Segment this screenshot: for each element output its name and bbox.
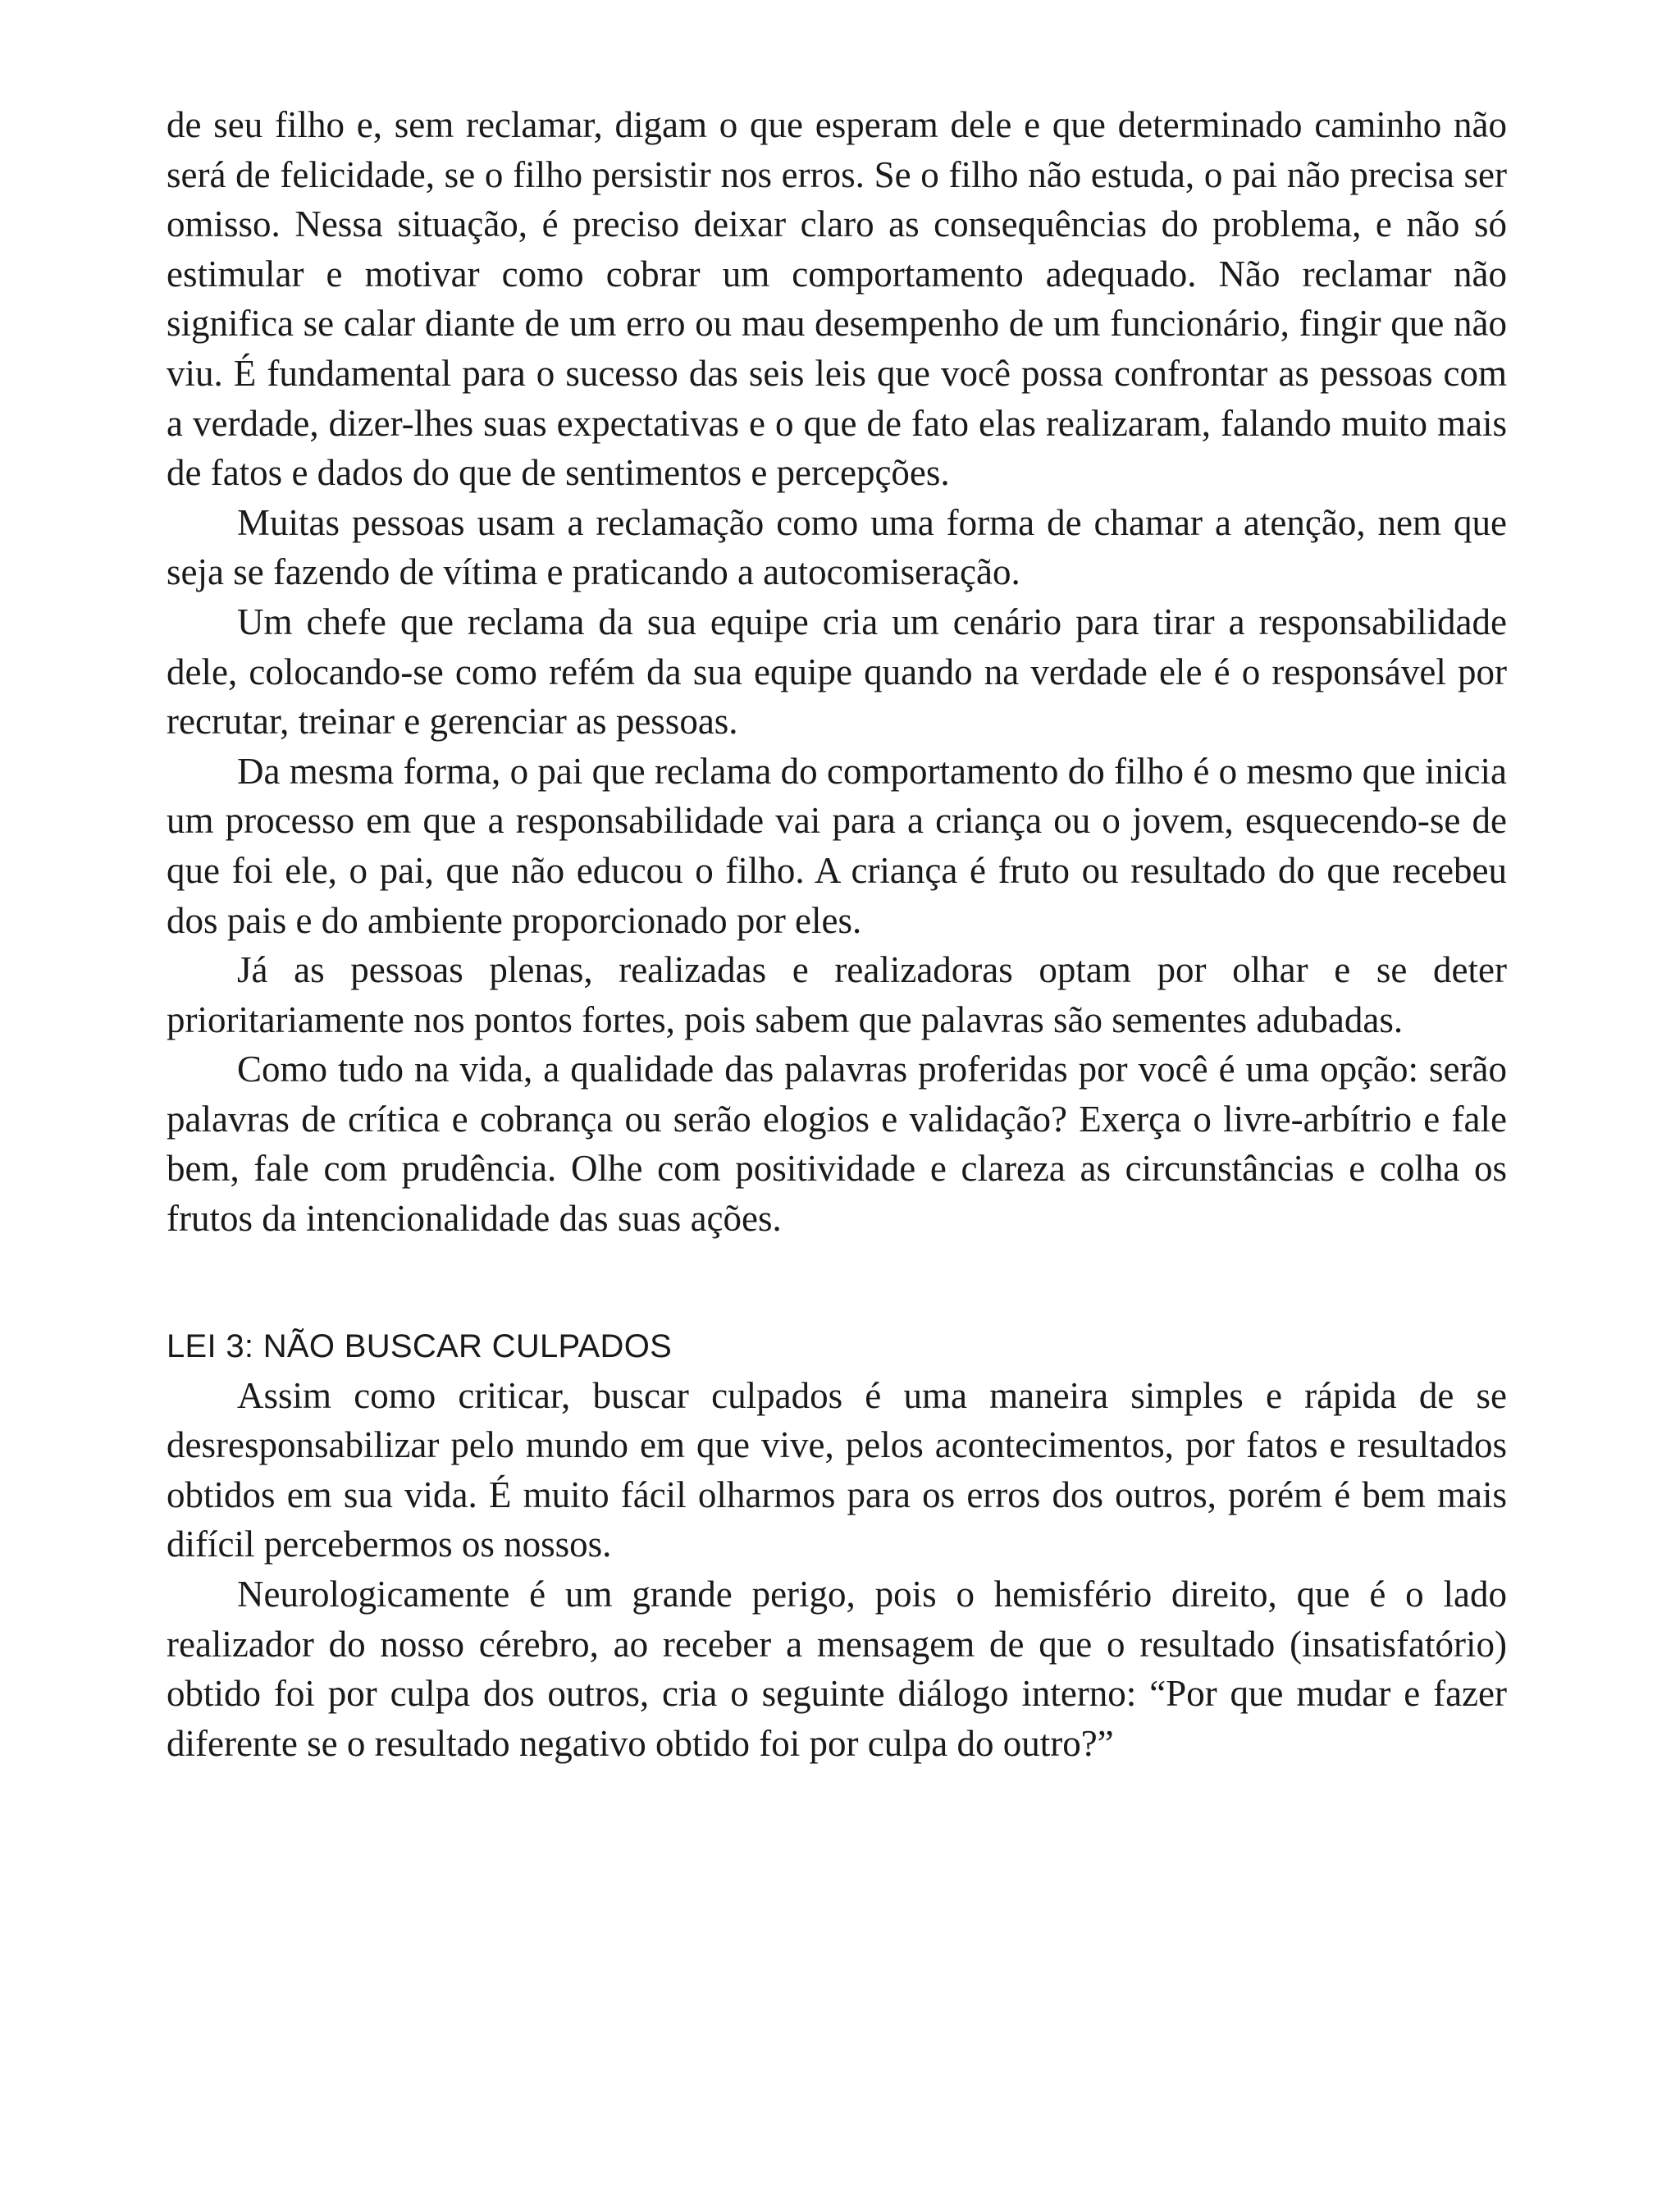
paragraph: Assim como criticar, buscar culpados é uma maneira simples e rápida de se desresponsabilizar pelo mundo em que vive, pelos acontecimentos, por fatos e resultados obtidos em sua vida. É muito fácil olharmos para os erros dos outros, porém é bem mais difícil percebermos os nossos. [167, 1374, 1507, 1565]
section-heading: LEI 3: NÃO BUSCAR CULPADOS [167, 1327, 673, 1364]
paragraph: Muitas pessoas usam a reclamação como uma forma de chamar a atenção, nem que seja se fazendo de vítima e praticando a autocomiseração. [167, 501, 1507, 593]
paragraph: Neurologicamente é um grande perigo, pois o hemisfério direito, que é o lado realizador do nosso cérebro, ao receber a mensagem de que o resultado (insatisfatório) obtido foi por culpa dos outros, cria o seguinte diálogo interno: “Por que mudar e fazer diferente se o resultado negativo obtido foi por culpa do outro?” [167, 1574, 1507, 1764]
paragraph: Um chefe que reclama da sua equipe cria um cenário para tirar a responsabilidade dele, colocando-se como refém da sua equipe quando na verdade ele é o responsável por recrutar, treinar e gerenciar as pessoas. [167, 601, 1507, 743]
paragraph: Como tudo na vida, a qualidade das palavras proferidas por você é uma opção: serão palavras de crítica e cobrança ou serão elogios e validação? Exerça o livre-arbítrio e fale bem, fale com prudência. Olhe com positividade e clareza as circunstâncias e colha os frutos da intencionalidade das suas ações. [167, 1049, 1507, 1240]
paragraph: Já as pessoas plenas, realizadas e realizadoras optam por olhar e se deter prioritariamente nos pontos fortes, pois sabem que palavras são sementes adubadas. [167, 949, 1507, 1040]
book-page [167, 100, 1507, 1768]
paragraph: Da mesma forma, o pai que reclama do comportamento do filho é o mesmo que inicia um processo em que a responsabilidade vai para a criança ou o jovem, esquecendo-se de que foi ele, o pai, que não educou o filho. A criança é fruto ou resultado do que recebeu dos pais e do ambiente proporcionado por eles. [167, 750, 1507, 941]
paragraph-continued: de seu filho e, sem reclamar, digam o que esperam dele e que determinado caminho não será de felicidade, se o filho persistir nos erros. Se o filho não estuda, o pai não precisa ser omisso. Nessa situação, é preciso deixar claro as consequências do problema, e não só estimular e motivar como cobrar um comportamento adequado. Não reclamar não significa se calar diante de um erro ou mau desempenho de um funcionário, fingir que não viu. É fundamental para o sucesso das seis leis que você possa confrontar as pessoas com a verdade, dizer-lhes suas expectativas e o que de fato elas realizaram, falando muito mais de fatos e dados do que de sentimentos e percepções. [167, 104, 1507, 494]
